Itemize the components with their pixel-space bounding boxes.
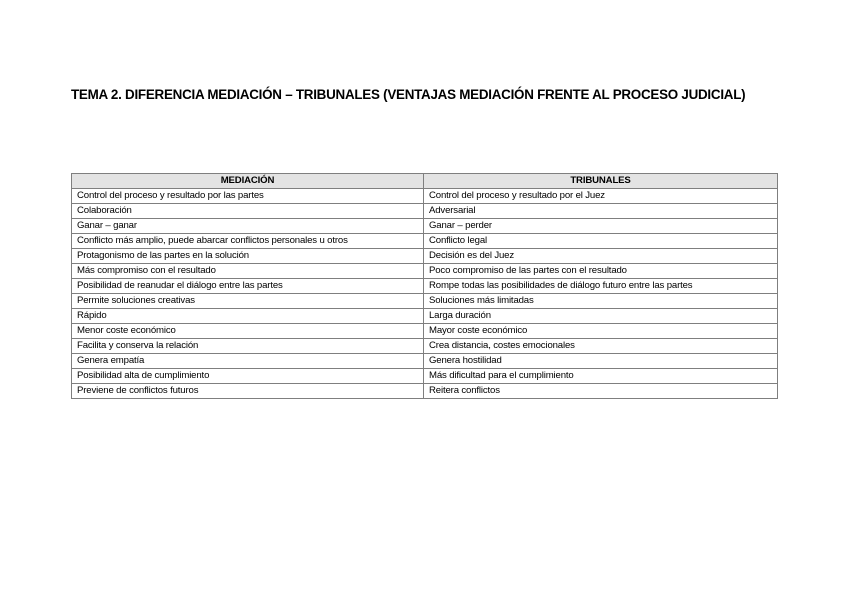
table-cell-mediacion: Permite soluciones creativas <box>72 294 424 309</box>
table-row <box>72 384 778 399</box>
table-cell-tribunales: Rompe todas las posibilidades de diálogo futuro entre las partes <box>424 279 778 294</box>
comparison-table <box>71 173 778 399</box>
table-row <box>72 279 778 294</box>
table-cell-tribunales: Adversarial <box>424 204 778 219</box>
table-cell-tribunales: Conflicto legal <box>424 234 778 249</box>
table-cell-mediacion: Rápido <box>72 309 424 324</box>
table-cell-mediacion: Conflicto más amplio, puede abarcar conflictos personales u otros <box>72 234 424 249</box>
table-cell-tribunales: Ganar – perder <box>424 219 778 234</box>
table-cell-mediacion: Menor coste económico <box>72 324 424 339</box>
table-row <box>72 189 778 204</box>
table-row <box>72 339 778 354</box>
table-cell-mediacion: Posibilidad alta de cumplimiento <box>72 369 424 384</box>
table-row <box>72 204 778 219</box>
table-row <box>72 354 778 369</box>
table-cell-tribunales: Genera hostilidad <box>424 354 778 369</box>
table-cell-tribunales: Mayor coste económico <box>424 324 778 339</box>
table-row <box>72 219 778 234</box>
column-header-mediacion: MEDIACIÓN <box>72 174 424 189</box>
table-cell-mediacion: Más compromiso con el resultado <box>72 264 424 279</box>
table-cell-mediacion: Protagonismo de las partes en la solución <box>72 249 424 264</box>
table-cell-mediacion: Control del proceso y resultado por las partes <box>72 189 424 204</box>
table-row <box>72 309 778 324</box>
table-cell-tribunales: Reitera conflictos <box>424 384 778 399</box>
table-cell-tribunales: Más dificultad para el cumplimiento <box>424 369 778 384</box>
table-cell-tribunales: Crea distancia, costes emocionales <box>424 339 778 354</box>
table-cell-mediacion: Colaboración <box>72 204 424 219</box>
table-cell-mediacion: Ganar – ganar <box>72 219 424 234</box>
table-cell-mediacion: Posibilidad de reanudar el diálogo entre las partes <box>72 279 424 294</box>
table-row <box>72 324 778 339</box>
table-row <box>72 369 778 384</box>
column-header-tribunales: TRIBUNALES <box>424 174 778 189</box>
table-cell-mediacion: Genera empatía <box>72 354 424 369</box>
table-row <box>72 249 778 264</box>
table-cell-tribunales: Larga duración <box>424 309 778 324</box>
table-cell-tribunales: Control del proceso y resultado por el Juez <box>424 189 778 204</box>
table-cell-mediacion: Facilita y conserva la relación <box>72 339 424 354</box>
table-row <box>72 264 778 279</box>
table-header-row <box>72 174 778 189</box>
table-row <box>72 294 778 309</box>
page-title: TEMA 2. DIFERENCIA MEDIACIÓN – TRIBUNALES (VENTAJAS MEDIACIÓN FRENTE AL PROCESO JUDICIAL) <box>71 87 746 102</box>
table-cell-mediacion: Previene de conflictos futuros <box>72 384 424 399</box>
table-cell-tribunales: Soluciones más limitadas <box>424 294 778 309</box>
table-cell-tribunales: Poco compromiso de las partes con el resultado <box>424 264 778 279</box>
table-cell-tribunales: Decisión es del Juez <box>424 249 778 264</box>
table-row <box>72 234 778 249</box>
